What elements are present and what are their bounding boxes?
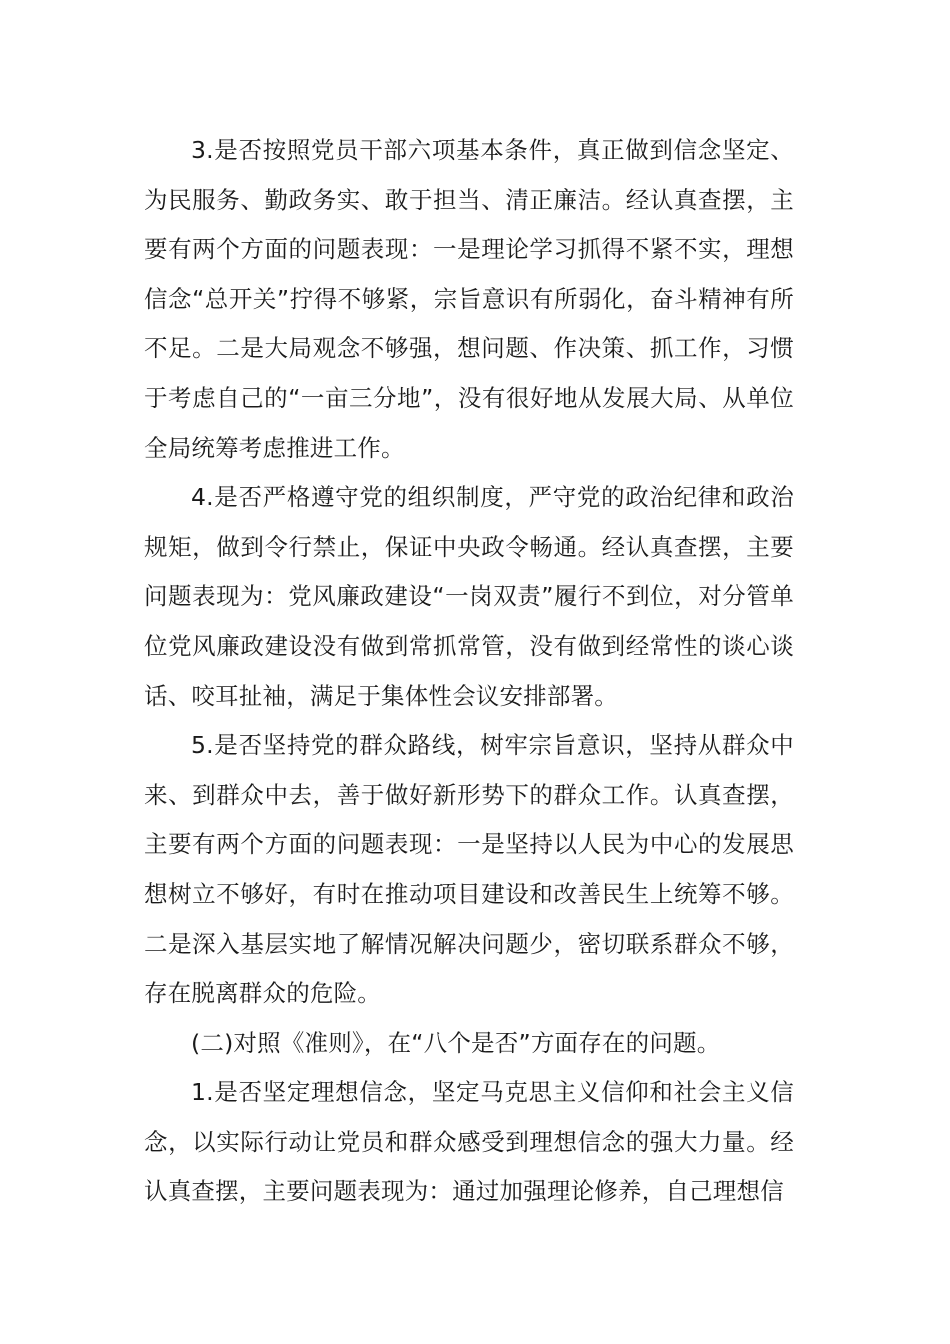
paragraph-item-3: 3.是否按照党员干部六项基本条件，真正做到信念坚定、为民服务、勤政务实、敢于担当、清正廉洁。经认真查摆，主要有两个方面的问题表现：一是理论学习抓得不紧不实，理想信念“总开关”拧得不够紧，宗旨意识有所弱化，奋斗精神有所不足。二是大局观念不够强，想问题、作决策、抓工作，习惯于考虑自己的“一亩三分地”，没有很好地从发展大局、从单位全局统筹考虑推进工作。 xyxy=(144,136,794,462)
section-heading-2: (二)对照《准则》，在“八个是否”方面存在的问题。 xyxy=(191,1028,721,1057)
paragraph-item-4: 4.是否严格遵守党的组织制度，严守党的政治纪律和政治规矩，做到令行禁止，保证中央政令畅通。经认真查摆，主要问题表现为：党风廉政建设“一岗双责”履行不到位，对分管单位党风廉政建设没有做到常抓常管，没有做到经常性的谈心谈话、咬耳扯袖，满足于集体性会议安排部署。 xyxy=(144,483,794,710)
paragraph-item-5: 5.是否坚持党的群众路线，树牢宗旨意识，坚持从群众中来、到群众中去，善于做好新形势下的群众工作。认真查摆，主要有两个方面的问题表现：一是坚持以人民为中心的发展思想树立不够好，有时在推动项目建设和改善民生上统筹不够。二是深入基层实地了解情况解决问题少，密切联系群众不够，存在脱离群众的危险。 xyxy=(144,731,794,1008)
paragraph-item-1: 1.是否坚定理想信念，坚定马克思主义信仰和社会主义信念，以实际行动让党员和群众感受到理想信念的强大力量。经认真查摆，主要问题表现为：通过加强理论修养，自己理想信 xyxy=(144,1078,794,1206)
document-body xyxy=(144,126,794,1217)
